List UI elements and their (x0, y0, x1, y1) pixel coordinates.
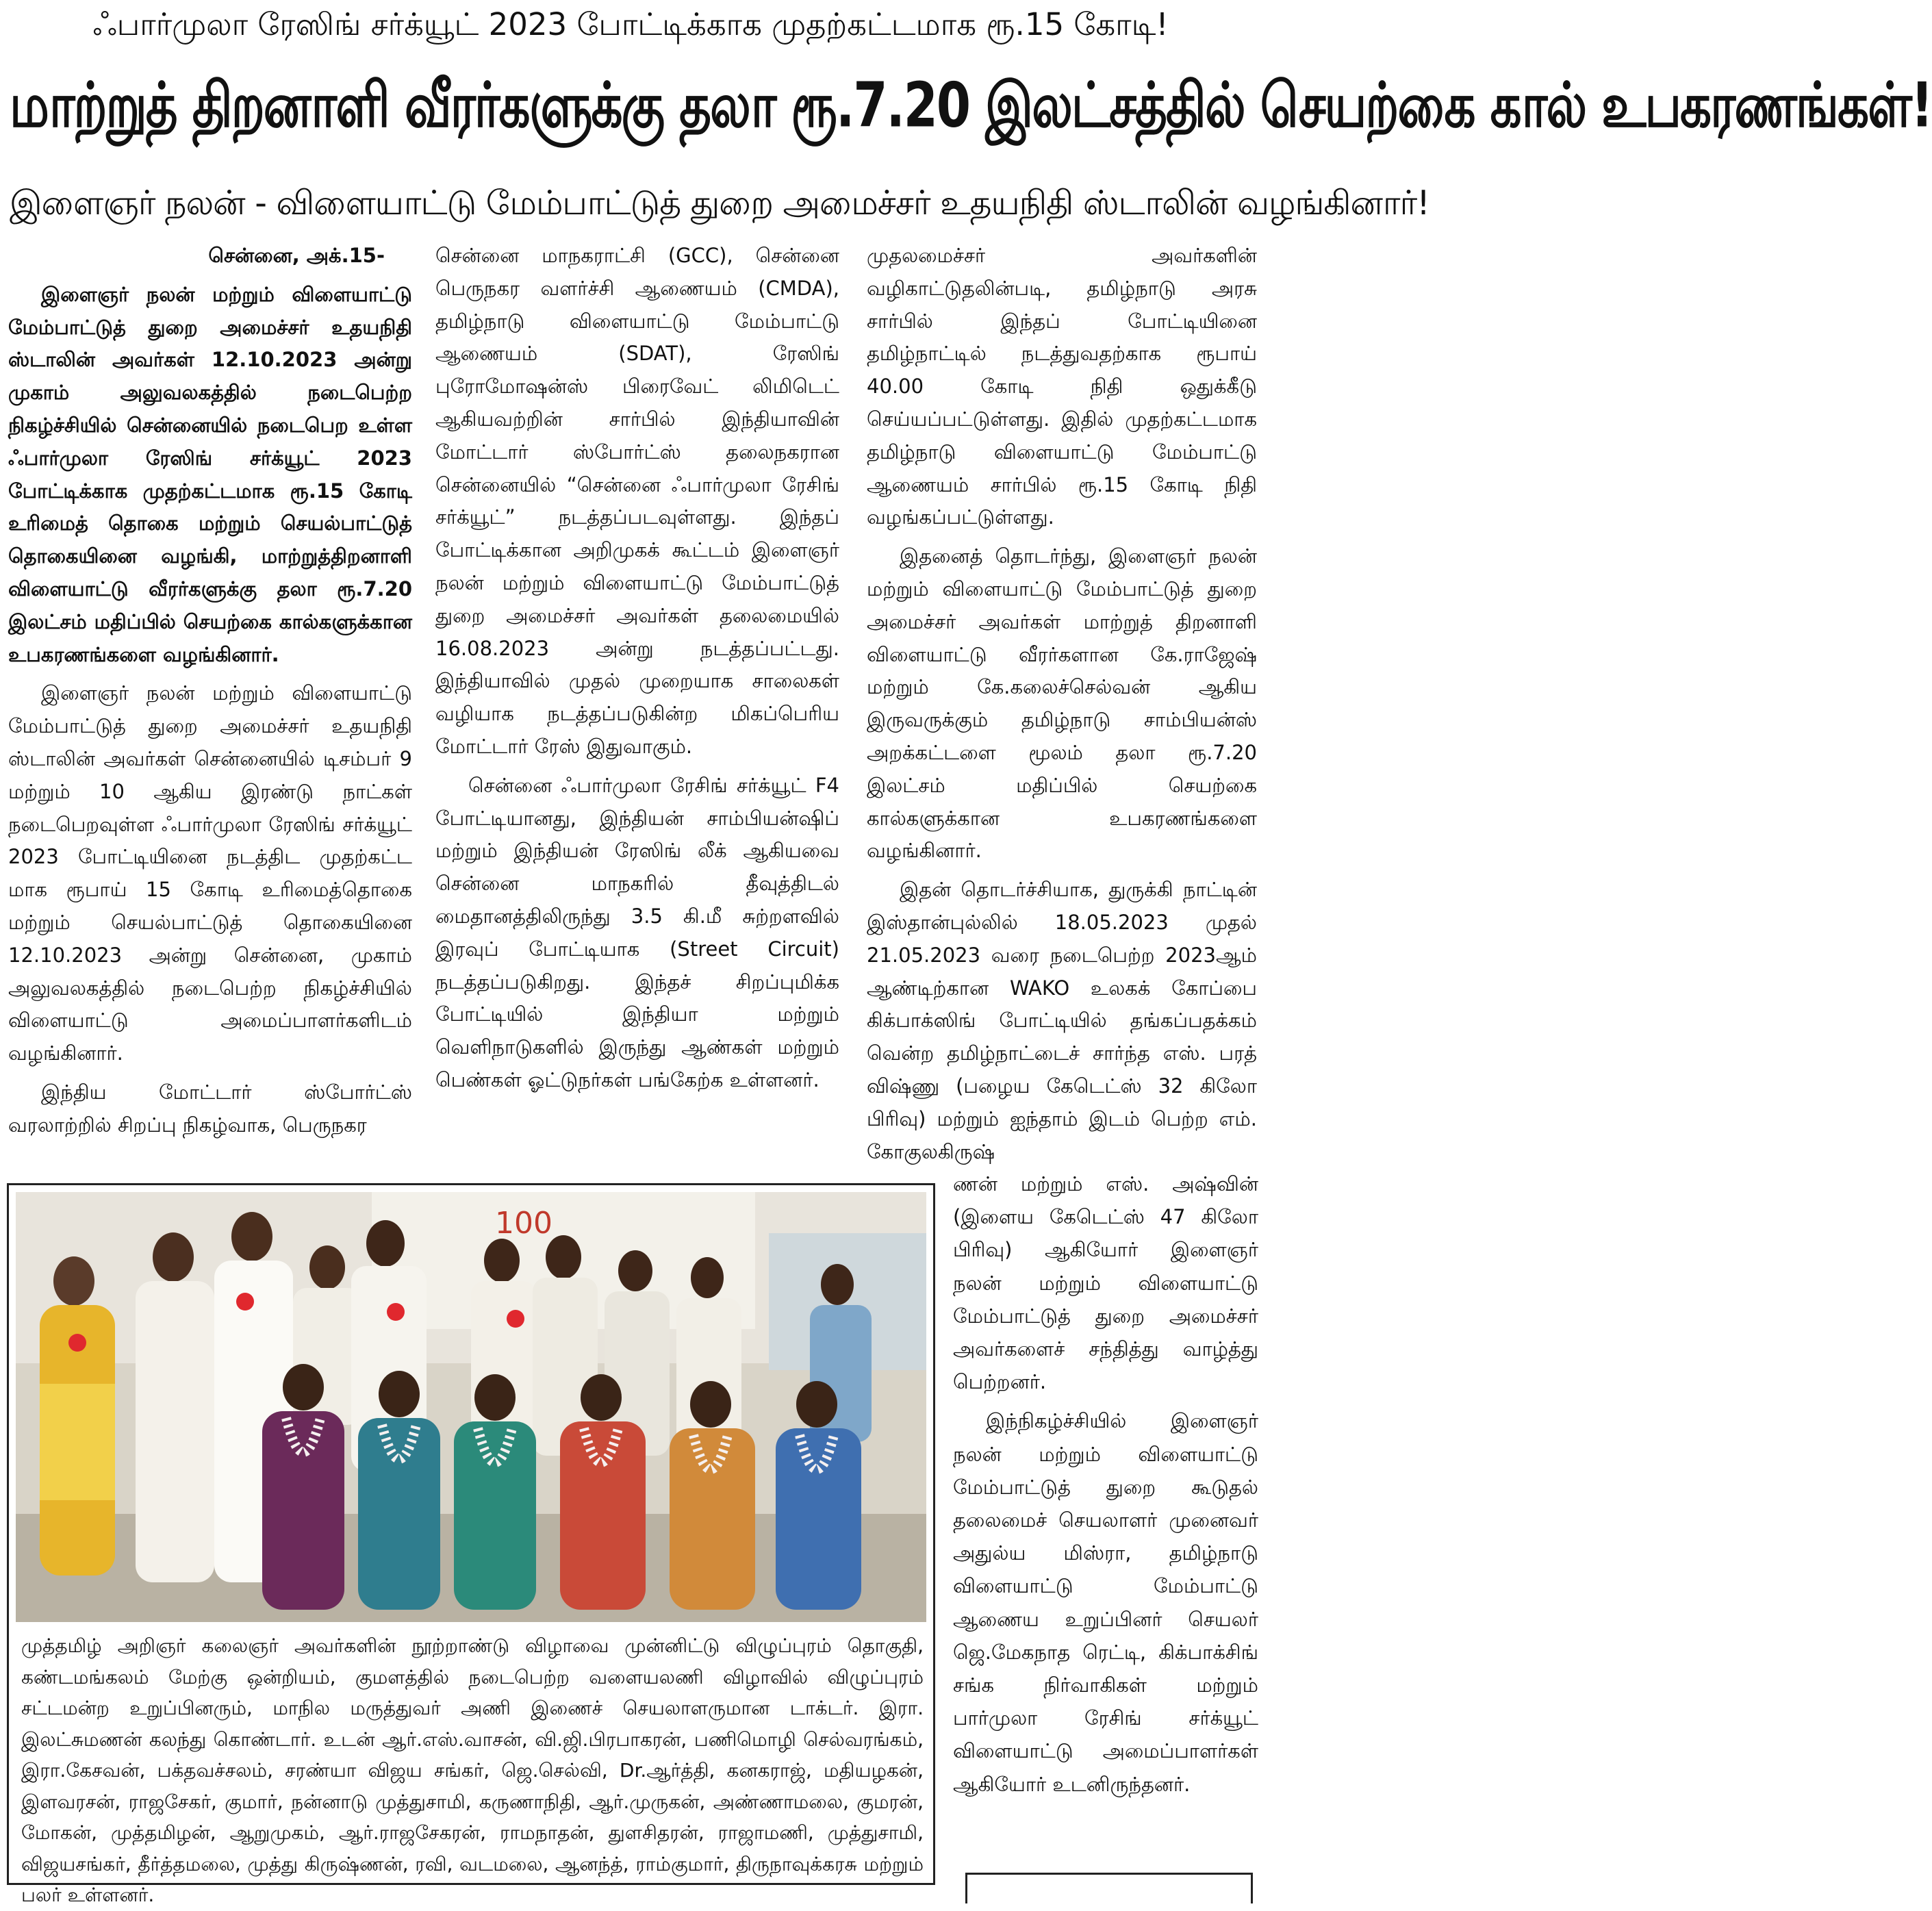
body-paragraph: இதன் தொடர்ச்சியாக, துருக்கி நாட்டின் இஸ்தான்புல்லில் 18.05.2023 முதல் 21.05.2023 வரை நடைபெற்ற 2023ஆம் ஆண்டிற்கான WAKO உலகக் கோப்பை கிக்பாக்ஸிங் போட்டியில் தங்கப்பதக்கம் வென்ற தமிழ்நாட்டைச் சார்ந்த எஸ். பரத் விஷ்ணு (பழைய கேடெட்ஸ் 32 கிலோ பிரிவு) மற்றும் ஐந்தாம் இடம் பெற்ற எம். கோகுலகிருஷ் (867, 878, 1257, 1163)
body-paragraph: சென்னை மாநகராட்சி (GCC), சென்னை பெருநகர வளர்ச்சி ஆணையம் (CMDA), தமிழ்நாடு விளையாட்டு மேம்பாட்டு ஆணையம் (SDAT), ரேஸிங் புரோமோஷன்ஸ் பிரைவேட் லிமிடெட் ஆகியவற்றின் சார்பில் இந்தியாவின் மோட்டார் ஸ்போர்ட்ஸ் தலைநகரான சென்னையில் “சென்னை ஃபார்முலா ரேசிங் சர்க்யூட்” நடத்தப்படவுள்ளது. இந்தப் போட்டிக்கான அறிமுகக் கூட்டம் இளைஞர் நலன் மற்றும் விளையாட்டு மேம்பாட்டுத் துறை அமைச்சர் அவர்கள் தலைமையில் 16.08.2023 அன்று நடத்தப்பட்டது. இந்தியாவில் முதல் முறையாக சாலைகள் வழியாக நடத்தப்படுகின்ற மிகப்பெரிய மோட்டார் ரேஸ் இதுவாகும். (435, 244, 839, 758)
body-paragraph: இளைஞர் நலன் மற்றும் விளையாட்டு மேம்பாட்டுத் துறை அமைச்சர் உதயநிதி ஸ்டாலின் அவர்கள் சென்னையில் டிசம்பர் 9 மற்றும் 10 ஆகிய இரண்டு நாட்கள் நடைபெறவுள்ள ஃபார்முலா ரேஸிங் சர்க்யூட் 2023 போட்டியினை நடத்திட முதற்கட்ட மாக ரூபாய் 15 கோடி உரிமைத்தொகை மற்றும் செயல்பாட்டுத் தொகையினை 12.10.2023 அன்று சென்னை, முகாம் அலுவலகத்தில் நடைபெற்ற நிகழ்ச்சியில் விளையாட்டு அமைப்பாளர்களிடம் வழங்கினார். (8, 681, 412, 1065)
body-paragraph: முதலமைச்சர் அவர்களின் வழிகாட்டுதலின்படி, தமிழ்நாடு அரசு சார்பில் இந்தப் போட்டியினை தமிழ்நாட்டில் நடத்துவதற்காக ரூபாய் 40.00 கோடி நிதி ஒதுக்கீடு செய்யப்பட்டுள்ளது. இதில் முதற்கட்டமாக தமிழ்நாடு விளையாட்டு மேம்பாட்டு ஆணையம் சார்பில் ரூ.15 கோடி நிதி வழங்கப்பட்டுள்ளது. (867, 244, 1257, 529)
article-column-2 (435, 240, 839, 1164)
dateline: சென்னை, அக்.15- (208, 244, 385, 267)
article-column-1 (8, 240, 412, 1164)
body-paragraph: சென்னை ஃபார்முலா ரேசிங் சர்க்யூட் F4 போட்டியானது, இந்தியன் சாம்பியன்ஷிப் மற்றும் இந்தியன் ரேஸிங் லீக் ஆகியவை சென்னை மாநகரில் தீவுத்திடல் மைதானத்திலிருந்து 3.5 கி.மீ சுற்றளவில் இரவுப் போட்டியாக (Street Circuit) நடத்தப்படுகிறது. இந்தச் சிறப்புமிக்க போட்டியில் இந்தியா மற்றும் வெளிநாடுகளில் இருந்து ஆண்கள் மற்றும் பெண்கள் ஓட்டுநர்கள் பங்கேற்க உள்ளனர். (435, 773, 839, 1091)
event-photo-illustration (16, 1192, 926, 1622)
body-paragraph: இந்நிகழ்ச்சியில் இளைஞர் நலன் மற்றும் விளையாட்டு மேம்பாட்டுத் துறை கூடுதல் தலைமைச் செயலாளர் முனைவர் அதுல்ய மிஸ்ரா, தமிழ்நாடு விளையாட்டு மேம்பாட்டு ஆணைய உறுப்பினர் செயலர் ஜெ.மேகநாத ரெட்டி, கிக்பாக்சிங் சங்க நிர்வாகிகள் மற்றும் பார்முலா ரேசிங் சர்க்யூட் விளையாட்டு அமைப்பாளர்கள் ஆகியோர் உடனிருந்தனர். (953, 1409, 1258, 1796)
body-paragraph: இதனைத் தொடர்ந்து, இளைஞர் நலன் மற்றும் விளையாட்டு மேம்பாட்டுத் துறை அமைச்சர் அவர்கள் மாற்றுத் திறனாளி விளையாட்டு வீரர்களான கே.ராஜேஷ் மற்றும் கே.கலைச்செல்வன் ஆகிய இருவருக்கும் தமிழ்நாடு சாம்பியன்ஸ் அறக்கட்டளை மூலம் தலா ரூ.7.20 இலட்சம் மதிப்பில் செயற்கை கால்களுக்கான உபகரணங்களை வழங்கினார். (867, 544, 1257, 863)
event-photo (16, 1192, 926, 1622)
banner-text: 100 (495, 1206, 552, 1241)
kicker-headline: ஃபார்முலா ரேஸிங் சர்க்யூட் 2023 போட்டிக்காக முதற்கட்டமாக ரூ.15 கோடி! (92, 6, 1169, 42)
body-paragraph: ணன் மற்றும் எஸ். அஷ்வின் (இளைய கேடெட்ஸ் 47 கிலோ பிரிவு) ஆகியோர் இளைஞர் நலன் மற்றும் விளையாட்டு மேம்பாட்டுத் துறை அமைச்சர் அவர்களைச் சந்தித்து வாழ்த்து பெற்றனர். (953, 1172, 1258, 1394)
sub-headline: இளைஞர் நலன் - விளையாட்டு மேம்பாட்டுத் துறை அமைச்சர் உதயநிதி ஸ்டாலின் வழங்கினார்! (10, 183, 1429, 223)
body-paragraph: இந்திய மோட்டார் ஸ்போர்ட்ஸ் வரலாற்றில் சிறப்பு நிகழ்வாக, பெருநகர (8, 1080, 412, 1137)
next-article-tab (965, 1873, 1253, 1903)
photo-caption: முத்தமிழ் அறிஞர் கலைஞர் அவர்களின் நூற்றாண்டு விழாவை முன்னிட்டு விழுப்புரம் தொகுதி, கண்டமங்கலம் மேற்கு ஒன்றியம், குமளத்தில் நடைபெற்ற வளையலணி விழாவில் விழுப்புரம் சட்டமன்ற உறுப்பினரும், மாநில மருத்துவர் அணி இணைச் செயலாளருமான டாக்டர். இரா. இலட்சுமணன் கலந்து கொண்டார். உடன் ஆர்.எஸ்.வாசன், வி.ஜி.பிரபாகரன், பணிமொழி செல்வரங்கம், இரா.கேசவன், பக்தவச்சலம், சரண்யா விஜய சங்கர், ஜெ.செல்வி, Dr.ஆர்த்தி, கனகராஜ், மதியழகன், இளவரசன், ராஜசேகர், குமார், நன்னாடு முத்துசாமி, கருணாநிதி, ஆர்.முருகன், அண்ணாமலை, குமரன், மோகன், முத்தமிழன், ஆறுமுகம், ஆர்.ராஜசேகரன், ராமநாதன், துளசிதரன், ராஜாமணி, முத்துசாமி, விஜயசங்கர், தீர்த்தமலை, முத்து கிருஷ்ணன், ரவி, வடமலை, ஆனந்த், ராம்குமார், திருநாவுக்கரசு மற்றும் பலர் உள்ளனர். (21, 1634, 924, 1906)
main-headline: மாற்றுத் திறனாளி வீரர்களுக்கு தலா ரூ.7.20 இலட்சத்தில் செயற்கை கால் உபகரணங்கள்! (10, 68, 1932, 141)
lead-paragraph: இளைஞர் நலன் மற்றும் விளையாட்டு மேம்பாட்டுத் துறை அமைச்சர் உதயநிதி ஸ்டாலின் அவர்கள் 12.10.2023 அன்று முகாம் அலுவலகத்தில் நடைபெற்ற நிகழ்ச்சியில் சென்னையில் நடைபெற உள்ள ஃபார்முலா ரேஸிங் சர்க்யூட் 2023 போட்டிக்காக முதற்கட்டமாக ரூ.15 கோடி உரிமைத் தொகை மற்றும் செயல்பாட்டுத் தொகையினை வழங்கி, மாற்றுத்திறனாளி விளையாட்டு வீரர்களுக்கு தலா ரூ.7.20 இலட்சம் மதிப்பில் செயற்கை கால்களுக்கான உபகரணங்களை வழங்கினார். (8, 282, 412, 666)
photo-frame (7, 1183, 935, 1906)
article-column-3 (867, 240, 1257, 1163)
article-column-3-continued (953, 1167, 1258, 1845)
